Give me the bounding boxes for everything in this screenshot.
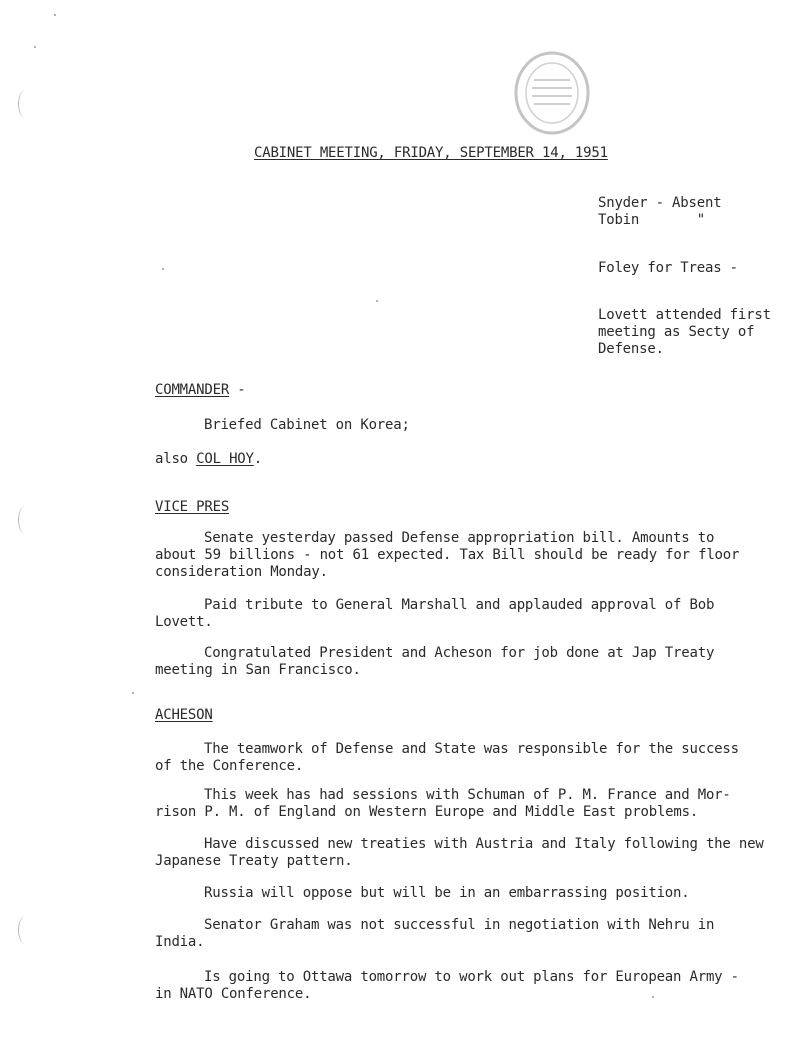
binding-mark [18,916,33,944]
also-prefix: also [155,451,197,467]
binding-mark [18,90,33,118]
speck [54,14,56,16]
speck [34,46,36,48]
paragraph-line: Is going to Ottawa tomorrow to work out plans for European Army - [204,969,739,985]
attendance-line: Snyder - Absent [598,195,722,211]
paragraph-line: India. [155,934,205,950]
paragraph-line: rison P. M. of England on Western Europe and Middle East problems. [155,804,699,820]
paragraph-line: Lovett. [155,614,213,630]
paragraph-line: The teamwork of Defense and State was responsible for the success [204,741,739,757]
paragraph-line: Briefed Cabinet on Korea; [204,417,410,433]
paragraph-line: in NATO Conference. [155,986,312,1002]
paragraph-line: This week has had sessions with Schuman of P. M. France and Mor- [204,787,731,803]
paragraph-line: Paid tribute to General Marshall and applauded approval of Bob [204,597,715,613]
section-heading-vice-pres: VICE PRES [155,499,230,515]
paragraph-line: Have discussed new treaties with Austria and Italy following the new [204,836,764,852]
paragraph-line: meeting in San Francisco. [155,662,361,678]
paragraph-line: Senator Graham was not successful in negotiation with Nehru in [204,917,715,933]
section-heading-label: COMMANDER [155,382,230,398]
archives-stamp-seal [512,50,592,136]
speck [376,300,378,302]
attendance-line: Tobin " [598,212,705,228]
section-heading-commander [155,381,246,400]
paragraph-line: consideration Monday. [155,564,328,580]
attendance-line: Foley for Treas - [598,260,738,276]
binding-mark [18,506,33,534]
paragraph-line: Senate yesterday passed Defense appropriation bill. Amounts to [204,530,715,546]
section-heading-acheson: ACHESON [155,707,213,723]
speck [132,692,134,694]
paragraph-line: Japanese Treaty pattern. [155,853,353,869]
attendance-line: Lovett attended first [598,307,771,323]
paragraph-line: of the Conference. [155,758,304,774]
attendance-line: Defense. [598,341,664,357]
speck [652,996,654,998]
document-title: CABINET MEETING, FRIDAY, SEPTEMBER 14, 1951 [254,145,608,161]
paragraph-line: about 59 billions - not 61 expected. Tax Bill should be ready for floor [155,547,740,563]
also-name: COL HOY [196,451,254,467]
also-suffix: . [253,451,262,467]
heading-dash: - [229,382,246,398]
paragraph-line: Congratulated President and Acheson for job done at Jap Treaty [204,645,715,661]
paragraph-line [155,450,262,469]
speck [162,268,164,270]
paragraph-line: Russia will oppose but will be in an embarrassing position. [204,885,690,901]
attendance-line: meeting as Secty of [598,324,755,340]
